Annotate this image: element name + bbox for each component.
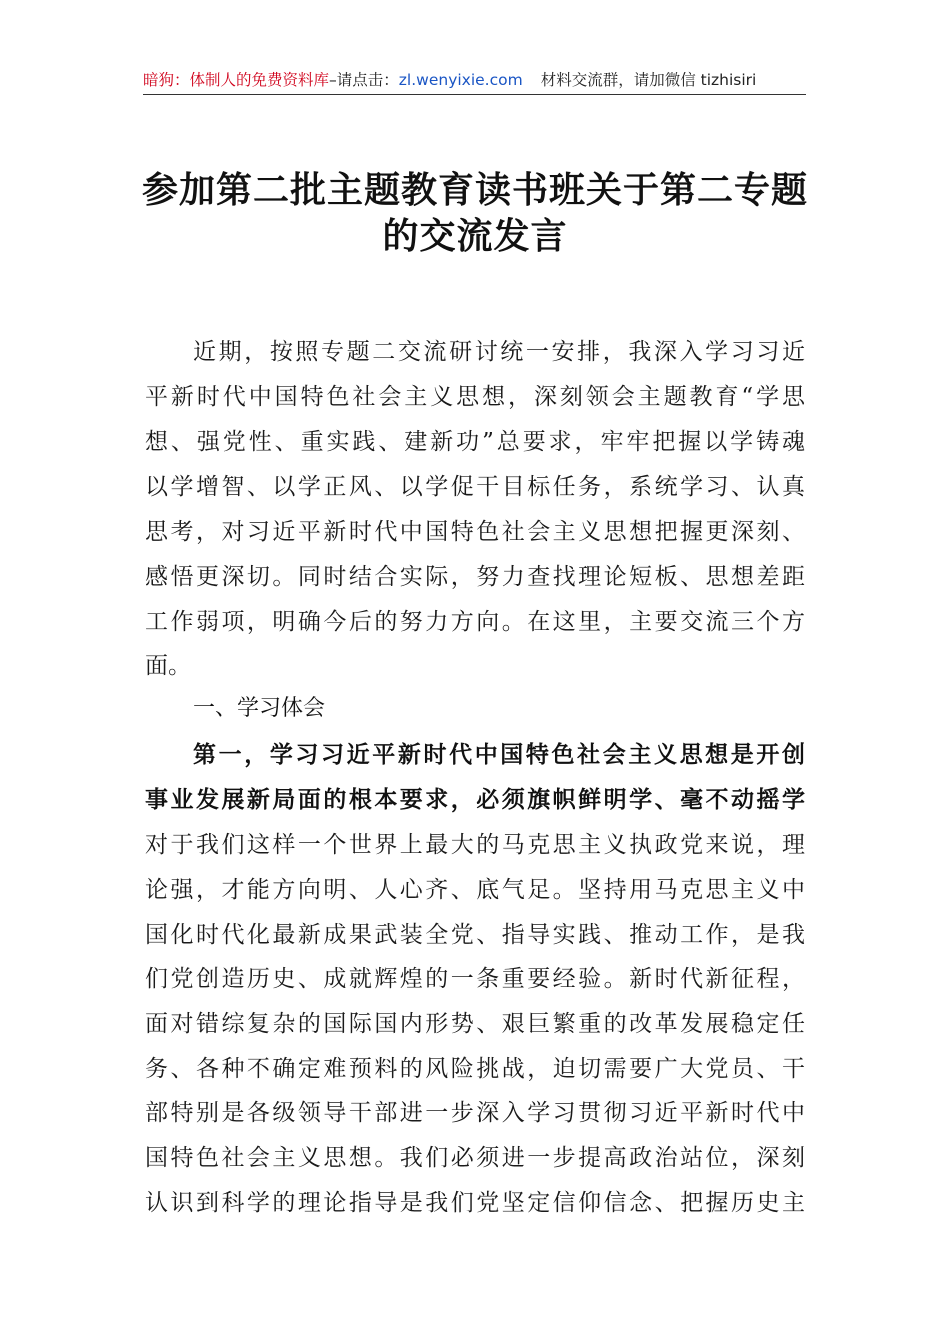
paragraph-line: 论强，才能方向明、人心齐、底气足。坚持用马克思主义中 bbox=[145, 877, 805, 903]
header-link[interactable]: zl.wenyixie.com bbox=[398, 71, 523, 89]
header-note: 材料交流群，请加微信 tizhisiri bbox=[540, 71, 757, 89]
paragraph-line: 近期，按照专题二交流研讨统一安排，我深入学习习近 bbox=[193, 339, 805, 365]
paragraph-line: 工作弱项，明确今后的努力方向。在这里，主要交流三个方 bbox=[145, 609, 805, 635]
paragraph-line: 面对错综复杂的国际国内形势、艰巨繁重的改革发展稳定任 bbox=[145, 1011, 805, 1037]
paragraph-line: 们党创造历史、成就辉煌的一条重要经验。新时代新征程， bbox=[145, 966, 805, 992]
document-title-line-2: 的交流发言 bbox=[382, 215, 568, 257]
paragraph-line: 部特别是各级领导干部进一步深入学习贯彻习近平新时代中 bbox=[145, 1100, 805, 1126]
point-heading-line: 第一，学习习近平新时代中国特色社会主义思想是开创 bbox=[193, 741, 805, 768]
header-prompt: –请点击： bbox=[329, 71, 399, 89]
paragraph-line: 以学增智、以学正风、以学促干目标任务，系统学习、认真 bbox=[145, 474, 805, 500]
paragraph-line: 国化时代化最新成果武装全党、指导实践、推动工作，是我 bbox=[145, 922, 805, 948]
paragraph-line: 思考，对习近平新时代中国特色社会主义思想把握更深刻、 bbox=[145, 519, 805, 545]
document-title-line-1: 参加第二批主题教育读书班关于第二专题 bbox=[141, 169, 808, 211]
section-heading: 一、学习体会 bbox=[193, 696, 326, 721]
paragraph-line: 想、强党性、重实践、建新功”总要求，牢牢把握以学铸魂 bbox=[145, 429, 805, 455]
paragraph-line: 面。 bbox=[145, 653, 191, 679]
paragraph-line: 务、各种不确定难预料的风险挑战，迫切需要广大党员、干 bbox=[145, 1056, 805, 1082]
paragraph-line: 认识到科学的理论指导是我们党坚定信仰信念、把握历史主 bbox=[145, 1190, 805, 1216]
point-heading-line: 事业发展新局面的根本要求，必须旗帜鲜明学、毫不动摇学 bbox=[145, 786, 805, 813]
paragraph-line: 对于我们这样一个世界上最大的马克思主义执政党来说，理 bbox=[145, 832, 805, 858]
paragraph-line: 平新时代中国特色社会主义思想，深刻领会主题教育“学思 bbox=[145, 384, 805, 410]
paragraph-line: 感悟更深切。同时结合实际，努力查找理论短板、思想差距 bbox=[145, 564, 805, 590]
header-brand: 暗狗：体制人的免费资料库 bbox=[143, 71, 330, 89]
paragraph-line: 国特色社会主义思想。我们必须进一步提高政治站位，深刻 bbox=[145, 1145, 805, 1171]
page-header bbox=[143, 66, 806, 95]
